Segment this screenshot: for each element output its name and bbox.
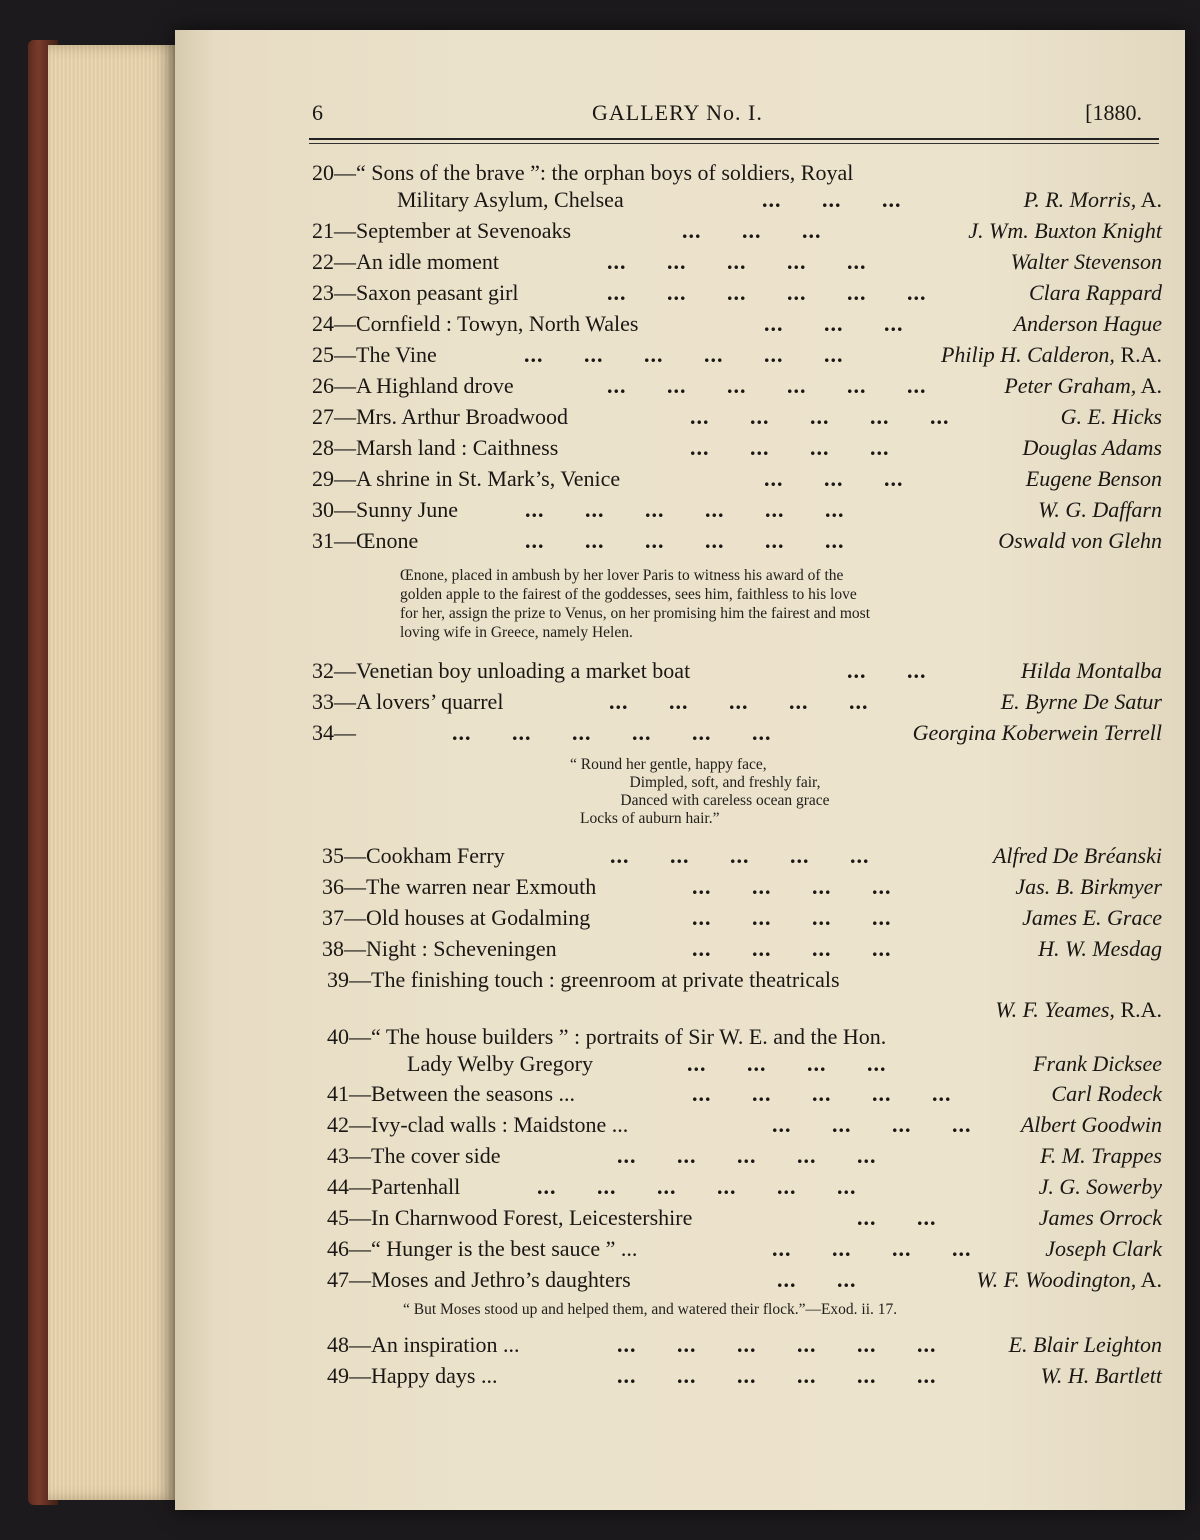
catalogue-entry-44 — [327, 1174, 1162, 1204]
entry-title: 43—The cover side — [327, 1143, 501, 1168]
entry-title: 38—Night : Scheveningen — [322, 936, 557, 961]
catalogue-entry-35 — [322, 843, 1162, 873]
catalogue-entry-45 — [327, 1205, 1162, 1235]
leader-dots: ... ... ... — [682, 218, 822, 243]
entry-title: 30—Sunny June — [312, 497, 459, 522]
entry-artist: Walter Stevenson — [1010, 249, 1162, 274]
catalogue-entry-38 — [322, 936, 1162, 966]
entry-artist: Anderson Hague — [1013, 311, 1162, 336]
entry-artist: P. R. Morris, A. — [1023, 187, 1162, 212]
entry-title: 29—A shrine in St. Mark’s, Venice — [312, 466, 621, 491]
entry-title: 25—The Vine — [312, 342, 437, 367]
leader-dots: ... ... ... ... — [692, 936, 892, 961]
catalogue-entry-21 — [312, 218, 1162, 248]
leader-dots: ... ... — [777, 1267, 857, 1292]
entry-artist: G. E. Hicks — [1060, 404, 1162, 429]
entry-artist: Peter Graham, A. — [1004, 373, 1162, 398]
entry-artist: J. G. Sowerby — [1038, 1174, 1162, 1199]
entry-artist: Jas. B. Birkmyer — [1015, 874, 1162, 899]
entry-title: 47—Moses and Jethro’s daughters — [327, 1267, 631, 1292]
entry-artist: James E. Grace — [1022, 905, 1162, 930]
catalogue-entry-28 — [312, 435, 1162, 465]
entry-title: 48—An inspiration ... — [327, 1332, 520, 1357]
entry-title-cont: Lady Welby Gregory — [407, 1051, 593, 1076]
year-label: [1880. — [1085, 100, 1142, 125]
entry-title: 41—Between the seasons ... — [327, 1081, 576, 1106]
leader-dots: ... ... ... ... — [687, 1051, 887, 1076]
catalogue-entry-40 — [327, 1024, 1162, 1054]
entry-title: 24—Cornfield : Towyn, North Wales — [312, 311, 639, 336]
entry-artist: E. Byrne De Satur — [1000, 689, 1162, 714]
entry-artist: F. M. Trappes — [1040, 1143, 1162, 1168]
running-header — [312, 100, 1162, 140]
entry-artist: James Orrock — [1038, 1205, 1162, 1230]
leader-dots: ... ... ... ... — [692, 874, 892, 899]
entry-title: 35—Cookham Ferry — [322, 843, 505, 868]
page-number: 6 — [312, 100, 323, 125]
catalogue-entry-46 — [327, 1236, 1162, 1266]
catalogue-entry-41 — [327, 1081, 1162, 1111]
catalogue-page — [175, 30, 1185, 1510]
leader-dots: ... ... ... ... — [690, 435, 890, 460]
catalogue-entry-37 — [322, 905, 1162, 935]
entry-artist: Philip H. Calderon, R.A. — [940, 342, 1162, 367]
leader-dots: ... ... ... ... — [772, 1112, 972, 1137]
poem-34 — [545, 756, 905, 828]
entry-title: 37—Old houses at Godalming — [322, 905, 591, 930]
leader-dots: ... ... ... ... ... — [609, 689, 869, 714]
leader-dots: ... ... ... ... ... ... — [452, 720, 772, 745]
gallery-title: GALLERY No. I. — [592, 100, 763, 125]
moses-quote — [403, 1300, 1123, 1319]
entry-artist: J. Wm. Buxton Knight — [968, 218, 1162, 243]
catalogue-entry-20-cont — [312, 187, 1162, 217]
leader-dots: ... ... ... ... ... ... — [525, 497, 845, 522]
note-line: “ But Moses stood up and helped them, and watered their flock.”—Exod. ii. 17. — [403, 1301, 898, 1318]
poem-line: Danced with careless ocean grace — [620, 792, 830, 809]
entry-title: 36—The warren near Exmouth — [322, 874, 597, 899]
entry-artist: E. Blair Leighton — [1008, 1332, 1162, 1357]
leader-dots: ... ... ... — [762, 187, 902, 212]
catalogue-entry-25 — [312, 342, 1162, 372]
catalogue-entry-47 — [327, 1267, 1162, 1297]
catalogue-entry-22 — [312, 249, 1162, 279]
leader-dots: ... ... ... ... ... ... — [607, 280, 927, 305]
leader-dots: ... ... ... — [764, 466, 904, 491]
catalogue-entry-26 — [312, 373, 1162, 403]
entry-title: 44—Partenhall — [327, 1174, 461, 1199]
note-line: golden apple to the fairest of the goddesses, sees him, faithless to his love — [400, 586, 857, 603]
page-edges — [48, 45, 183, 1500]
entry-title: 21—September at Sevenoaks — [312, 218, 572, 243]
leader-dots: ... ... ... ... ... — [607, 249, 867, 274]
entry-title: 42—Ivy-clad walls : Maidstone ... — [327, 1112, 629, 1137]
catalogue-entry-43 — [327, 1143, 1162, 1173]
entry-title: 26—A Highland drove — [312, 373, 514, 398]
catalogue-entry-23 — [312, 280, 1162, 310]
entry-title: 28—Marsh land : Caithness — [312, 435, 559, 460]
entry-artist: Oswald von Glehn — [998, 528, 1162, 553]
leader-dots: ... ... ... ... ... ... — [617, 1332, 937, 1357]
entry-artist: Joseph Clark — [1045, 1236, 1162, 1261]
catalogue-entry-36 — [322, 874, 1162, 904]
entry-title: 49—Happy days ... — [327, 1363, 498, 1388]
poem-line: Locks of auburn hair.” — [580, 810, 720, 827]
leader-dots: ... ... ... ... ... ... — [617, 1363, 937, 1388]
catalogue-entry-39 — [327, 967, 1162, 997]
catalogue-entry-33 — [312, 689, 1162, 719]
entry-artist: Clara Rappard — [1028, 280, 1162, 305]
entry-artist: Alfred De Bréanski — [992, 843, 1162, 868]
oenone-description — [400, 566, 1100, 642]
entry-title: 31—Œnone — [312, 528, 419, 553]
catalogue-entry-42 — [327, 1112, 1162, 1142]
entry-artist: W. G. Daffarn — [1038, 497, 1162, 522]
leader-dots: ... ... ... ... ... ... — [607, 373, 927, 398]
note-line: for her, assign the prize to Venus, on her promising him the fairest and most — [400, 605, 871, 622]
leader-dots: ... ... — [857, 1205, 937, 1230]
header-rule — [309, 138, 1159, 140]
entry-artist: Douglas Adams — [1022, 435, 1162, 460]
leader-dots: ... ... ... ... ... — [617, 1143, 877, 1168]
entry-artist: W. F. Yeames, R.A. — [995, 997, 1162, 1022]
note-line: loving wife in Greece, namely Helen. — [400, 624, 633, 641]
header-rule-thin — [309, 143, 1159, 144]
catalogue-entry-40-cont — [327, 1051, 1162, 1081]
poem-line: Dimpled, soft, and freshly fair, — [629, 774, 821, 791]
poem-line: “ Round her gentle, happy face, — [570, 756, 767, 773]
catalogue-entry-30 — [312, 497, 1162, 527]
catalogue-entry-31 — [312, 528, 1162, 558]
entry-title-cont: Military Asylum, Chelsea — [397, 187, 624, 212]
catalogue-entry-49 — [327, 1363, 1162, 1393]
catalogue-entry-29 — [312, 466, 1162, 496]
leader-dots: ... ... ... ... — [692, 905, 892, 930]
leader-dots: ... ... ... ... ... — [692, 1081, 952, 1106]
note-line: Œnone, placed in ambush by her lover Paris to witness his award of the — [400, 567, 844, 584]
catalogue-entry-24 — [312, 311, 1162, 341]
entry-artist: Frank Dicksee — [1033, 1051, 1162, 1076]
catalogue-entry-39-artist — [327, 997, 1162, 1027]
entry-artist: W. H. Bartlett — [1040, 1363, 1162, 1388]
catalogue-entry-34 — [312, 720, 1162, 750]
entry-artist: W. F. Woodington, A. — [976, 1267, 1162, 1292]
entry-title: 22—An idle moment — [312, 249, 499, 274]
leader-dots: ... ... ... ... — [772, 1236, 972, 1261]
leader-dots: ... ... ... ... ... ... — [537, 1174, 857, 1199]
entry-title: 34— — [312, 720, 356, 745]
entry-title: 46—“ Hunger is the best sauce ” ... — [327, 1236, 638, 1261]
entry-title: 40—“ The house builders ” : portraits of Sir W. E. and the Hon. — [327, 1024, 887, 1049]
leader-dots: ... ... ... ... ... — [610, 843, 870, 868]
entry-artist: Albert Goodwin — [1020, 1112, 1162, 1137]
entry-artist: H. W. Mesdag — [1038, 936, 1162, 961]
entry-title: 27—Mrs. Arthur Broadwood — [312, 404, 569, 429]
catalogue-entry-32 — [312, 658, 1162, 688]
entry-title: 39—The finishing touch : greenroom at private theatricals — [327, 967, 840, 992]
catalogue-entry-48 — [327, 1332, 1162, 1362]
leader-dots: ... ... — [847, 658, 927, 683]
leader-dots: ... ... ... — [764, 311, 904, 336]
leader-dots: ... ... ... ... ... — [690, 404, 950, 429]
entry-title: 23—Saxon peasant girl — [312, 280, 519, 305]
entry-title: 32—Venetian boy unloading a market boat — [312, 658, 691, 683]
entry-title: 45—In Charnwood Forest, Leicestershire — [327, 1205, 693, 1230]
entry-title: 20—“ Sons of the brave ”: the orphan boys of soldiers, Royal — [312, 160, 854, 185]
entry-artist: Eugene Benson — [1025, 466, 1162, 491]
catalogue-entry-20 — [312, 160, 1162, 190]
leader-dots: ... ... ... ... ... ... — [524, 342, 844, 367]
entry-artist: Hilda Montalba — [1020, 658, 1162, 683]
catalogue-entry-27 — [312, 404, 1162, 434]
leader-dots: ... ... ... ... ... ... — [525, 528, 845, 553]
entry-artist: Carl Rodeck — [1051, 1081, 1162, 1106]
entry-title: 33—A lovers’ quarrel — [312, 689, 504, 714]
entry-artist: Georgina Koberwein Terrell — [912, 720, 1162, 745]
